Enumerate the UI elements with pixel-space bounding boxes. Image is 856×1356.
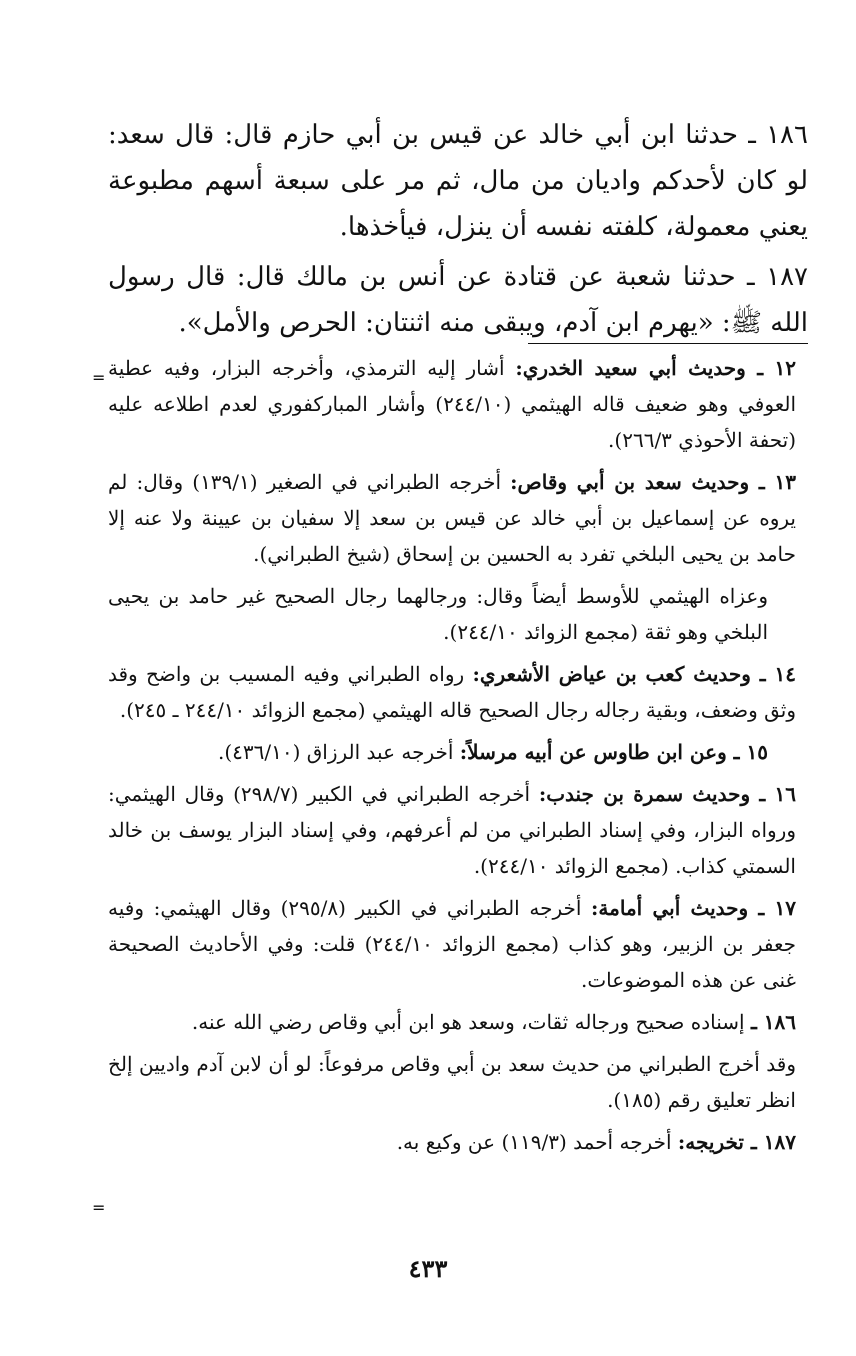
hadith-186: ١٨٦ ـ حدثنا ابن أبي خالد عن قيس بن أبي حازم قال: قال سعد: لو كان لأحدكم واديان من مال، ثم مر على سبعة أسهم مطبوعة يعني معمولة، كلفته نفسه أن ينزل، فيأخذها. <box>108 120 808 242</box>
footnote: ١٨٦ ـ إسناده صحيح ورجاله ثقات، وسعد هو ابن أبي وقاص رضي الله عنه. <box>191 1010 796 1034</box>
hadith-body: حدثنا ابن أبي خالد عن قيس بن أبي حازم قال: قال سعد: لو كان لأحدكم واديان من مال، ثم مر على سبعة أسهم مطبوعة يعني معمولة، كلفته نفسه أن ينزل، فيأخذها. <box>108 120 808 242</box>
footnote: ١٣ ـ وحديث سعد بن أبي وقاص: أخرجه الطبراني في الصغير (١٣٩/١) وقال: لم يروه عن إسماعيل بن أبي خالد عن قيس بن سعد إلا سفيان بن عيينة ولا عنه إلا حامد بن يحيى البلخي تفرد به الحسين بن إسحاق (شيخ الطبراني). <box>108 470 797 566</box>
continuation-mark: = <box>92 368 106 387</box>
footnote: ١٦ ـ وحديث سمرة بن جندب: أخرجه الطبراني في الكبير (٢٩٨/٧) وقال الهيثمي: ورواه البزار، وفي إسناد الطبراني من لم أعرفهم، وفي إسناد البزار يوسف بن خالد السمتي كذاب. (مجمع الزوائد ٢٤٤/١٠). <box>108 782 797 878</box>
footnote: ١٤ ـ وحديث كعب بن عياض الأشعري: رواه الطبراني وفيه المسيب بن واضح وقد وثق وضعف، وبقية رجاله رجال الصحيح قاله الهيثمي (مجمع الزوائد ٢٤٤/١٠ ـ ٢٤٥). <box>108 662 796 722</box>
footnote: وعزاه الهيثمي للأوسط أيضاً وقال: ورجالهما رجال الصحيح غير حامد بن يحيى البلخي وهو ثقة (مجمع الزوائد ٢٤٤/١٠). <box>108 584 768 644</box>
footnotes-block <box>108 350 796 1166</box>
hadith-number: ١٨٧ <box>766 262 809 292</box>
footnote-divider <box>528 343 808 344</box>
hadith-body: حدثنا شعبة عن قتادة عن أنس بن مالك قال: قال رسول الله ﷺ: «يهرم ابن آدم، ويبقى منه اثنتان: الحرص والأمل». <box>108 262 808 338</box>
footnote: وقد أخرج الطبراني من حديث سعد بن أبي وقاص مرفوعاً: لو أن لابن آدم واديين إلخ انظر تعليق رقم (١٨٥). <box>108 1052 796 1112</box>
continuation-mark: = <box>92 1198 106 1217</box>
footnote: ١٧ ـ وحديث أبي أمامة: أخرجه الطبراني في الكبير (٢٩٥/٨) وقال الهيثمي: وفيه جعفر بن الزبير، وهو كذاب (مجمع الزوائد ٢٤٤/١٠) قلت: وفي الأحاديث الصحيحة غنى عن هذه الموضوعات. <box>108 896 796 992</box>
hadith-187: ١٨٧ ـ حدثنا شعبة عن قتادة عن أنس بن مالك قال: قال رسول الله ﷺ: «يهرم ابن آدم، ويبقى منه اثنتان: الحرص والأمل». <box>108 262 809 338</box>
hadith-number: ١٨٦ <box>766 120 808 150</box>
footnote: ١٥ ـ وعن ابن طاوس عن أبيه مرسلاً: أخرجه عبد الرزاق (٤٣٦/١٠). <box>218 740 768 764</box>
page-number: ٤٣٣ <box>408 1254 448 1283</box>
hadith-text-block <box>108 112 808 350</box>
footnote: ١٢ ـ وحديث أبي سعيد الخدري: أشار إليه الترمذي، وأخرجه البزار، وفيه عطية العوفي وهو ضعيف قاله الهيثمي (٢٤٤/١٠) وأشار المباركفوري لعدم اطلاعه عليه (تحفة الأحوذي ٢٦٦/٣). <box>108 356 796 452</box>
footnote: ١٨٧ ـ تخريجه: أخرجه أحمد (١١٩/٣) عن وكيع به. <box>396 1130 796 1154</box>
